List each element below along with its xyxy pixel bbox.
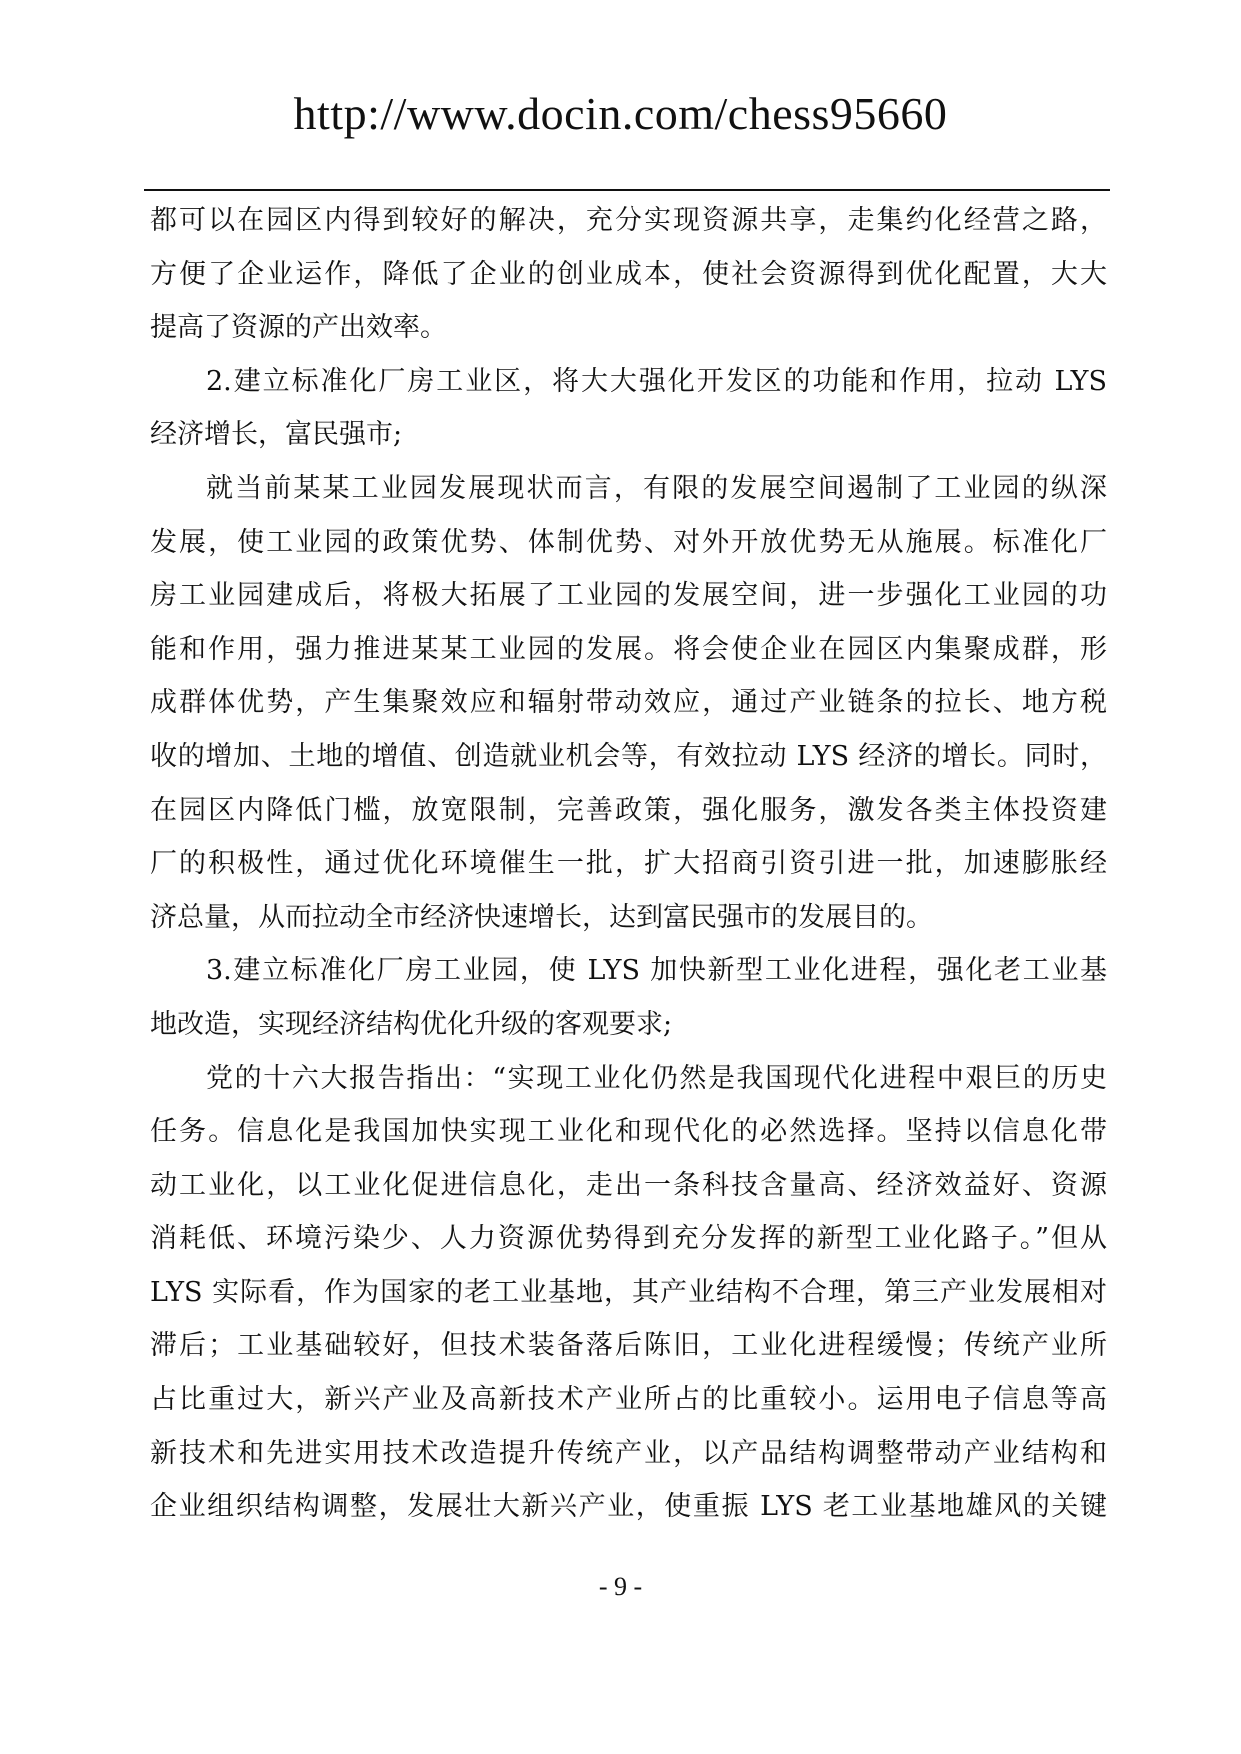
header-url: http://www.docin.com/chess95660 xyxy=(293,88,948,139)
text-line: 任务。信息化是我国加快实现工业化和现代化的必然选择。坚持以信息化带 xyxy=(150,1116,1107,1148)
text-line: 党的十六大报告指出：“实现工业化仍然是我国现代化进程中艰巨的历史 xyxy=(206,1062,1107,1094)
text-line: LYS 实际看，作为国家的老工业基地，其产业结构不合理，第三产业发展相对 xyxy=(150,1276,1107,1308)
text-line: 地改造，实现经济结构优化升级的客观要求; xyxy=(150,1008,673,1040)
text-line: 成群体优势，产生集聚效应和辐射带动效应，通过产业链条的拉长、地方税 xyxy=(150,687,1107,719)
text-line: 收的增加、土地的增值、创造就业机会等，有效拉动 LYS 经济的增长。同时， xyxy=(150,740,1107,772)
text-line: 都可以在园区内得到较好的解决，充分实现资源共享，走集约化经营之路， xyxy=(150,205,1107,236)
text-line: 企业组织结构调整，发展壮大新兴产业，使重振 LYS 老工业基地雄风的关键 xyxy=(150,1491,1107,1523)
text-line: 发展，使工业园的政策优势、体制优势、对外开放优势无从施展。标准化厂 xyxy=(150,526,1107,558)
text-line: 厂的积极性，通过优化环境催生一批，扩大招商引资引进一批，加速膨胀经 xyxy=(150,848,1107,880)
text-line: 新技术和先进实用技术改造提升传统产业，以产品结构调整带动产业结构和 xyxy=(150,1437,1107,1469)
text-line: 济总量，从而拉动全市经济快速增长，达到富民强市的发展目的。 xyxy=(150,901,933,933)
header-divider xyxy=(144,189,1110,191)
document-body xyxy=(150,194,1107,1534)
text-line: 3.建立标准化厂房工业园，使 LYS 加快新型工业化进程，强化老工业基 xyxy=(206,955,1107,987)
page-number: - 9 - xyxy=(598,1572,643,1601)
text-line: 在园区内降低门槛，放宽限制，完善政策，强化服务，激发各类主体投资建 xyxy=(150,794,1107,826)
text-line: 经济增长，富民强市; xyxy=(150,419,403,451)
text-line: 能和作用，强力推进某某工业园的发展。将会使企业在园区内集聚成群，形 xyxy=(150,633,1107,665)
text-line: 房工业园建成后，将极大拓展了工业园的发展空间，进一步强化工业园的功 xyxy=(150,580,1107,612)
text-line: 动工业化，以工业化促进信息化，走出一条科技含量高、经济效益好、资源 xyxy=(150,1169,1107,1201)
text-line: 占比重过大，新兴产业及高新技术产业所占的比重较小。运用电子信息等高 xyxy=(150,1384,1107,1416)
text-line: 提高了资源的产出效率。 xyxy=(150,312,447,344)
text-line: 滞后；工业基础较好，但技术装备落后陈旧，工业化进程缓慢；传统产业所 xyxy=(150,1330,1107,1362)
text-line: 2.建立标准化厂房工业区，将大大强化开发区的功能和作用，拉动 LYS xyxy=(206,365,1107,397)
text-line: 消耗低、环境污染少、人力资源优势得到充分发挥的新型工业化路子。”但从 xyxy=(150,1223,1107,1255)
text-line: 方便了企业运作，降低了企业的创业成本，使社会资源得到优化配置，大大 xyxy=(150,258,1107,290)
text-line: 就当前某某工业园发展现状而言，有限的发展空间遏制了工业园的纵深 xyxy=(206,472,1107,504)
